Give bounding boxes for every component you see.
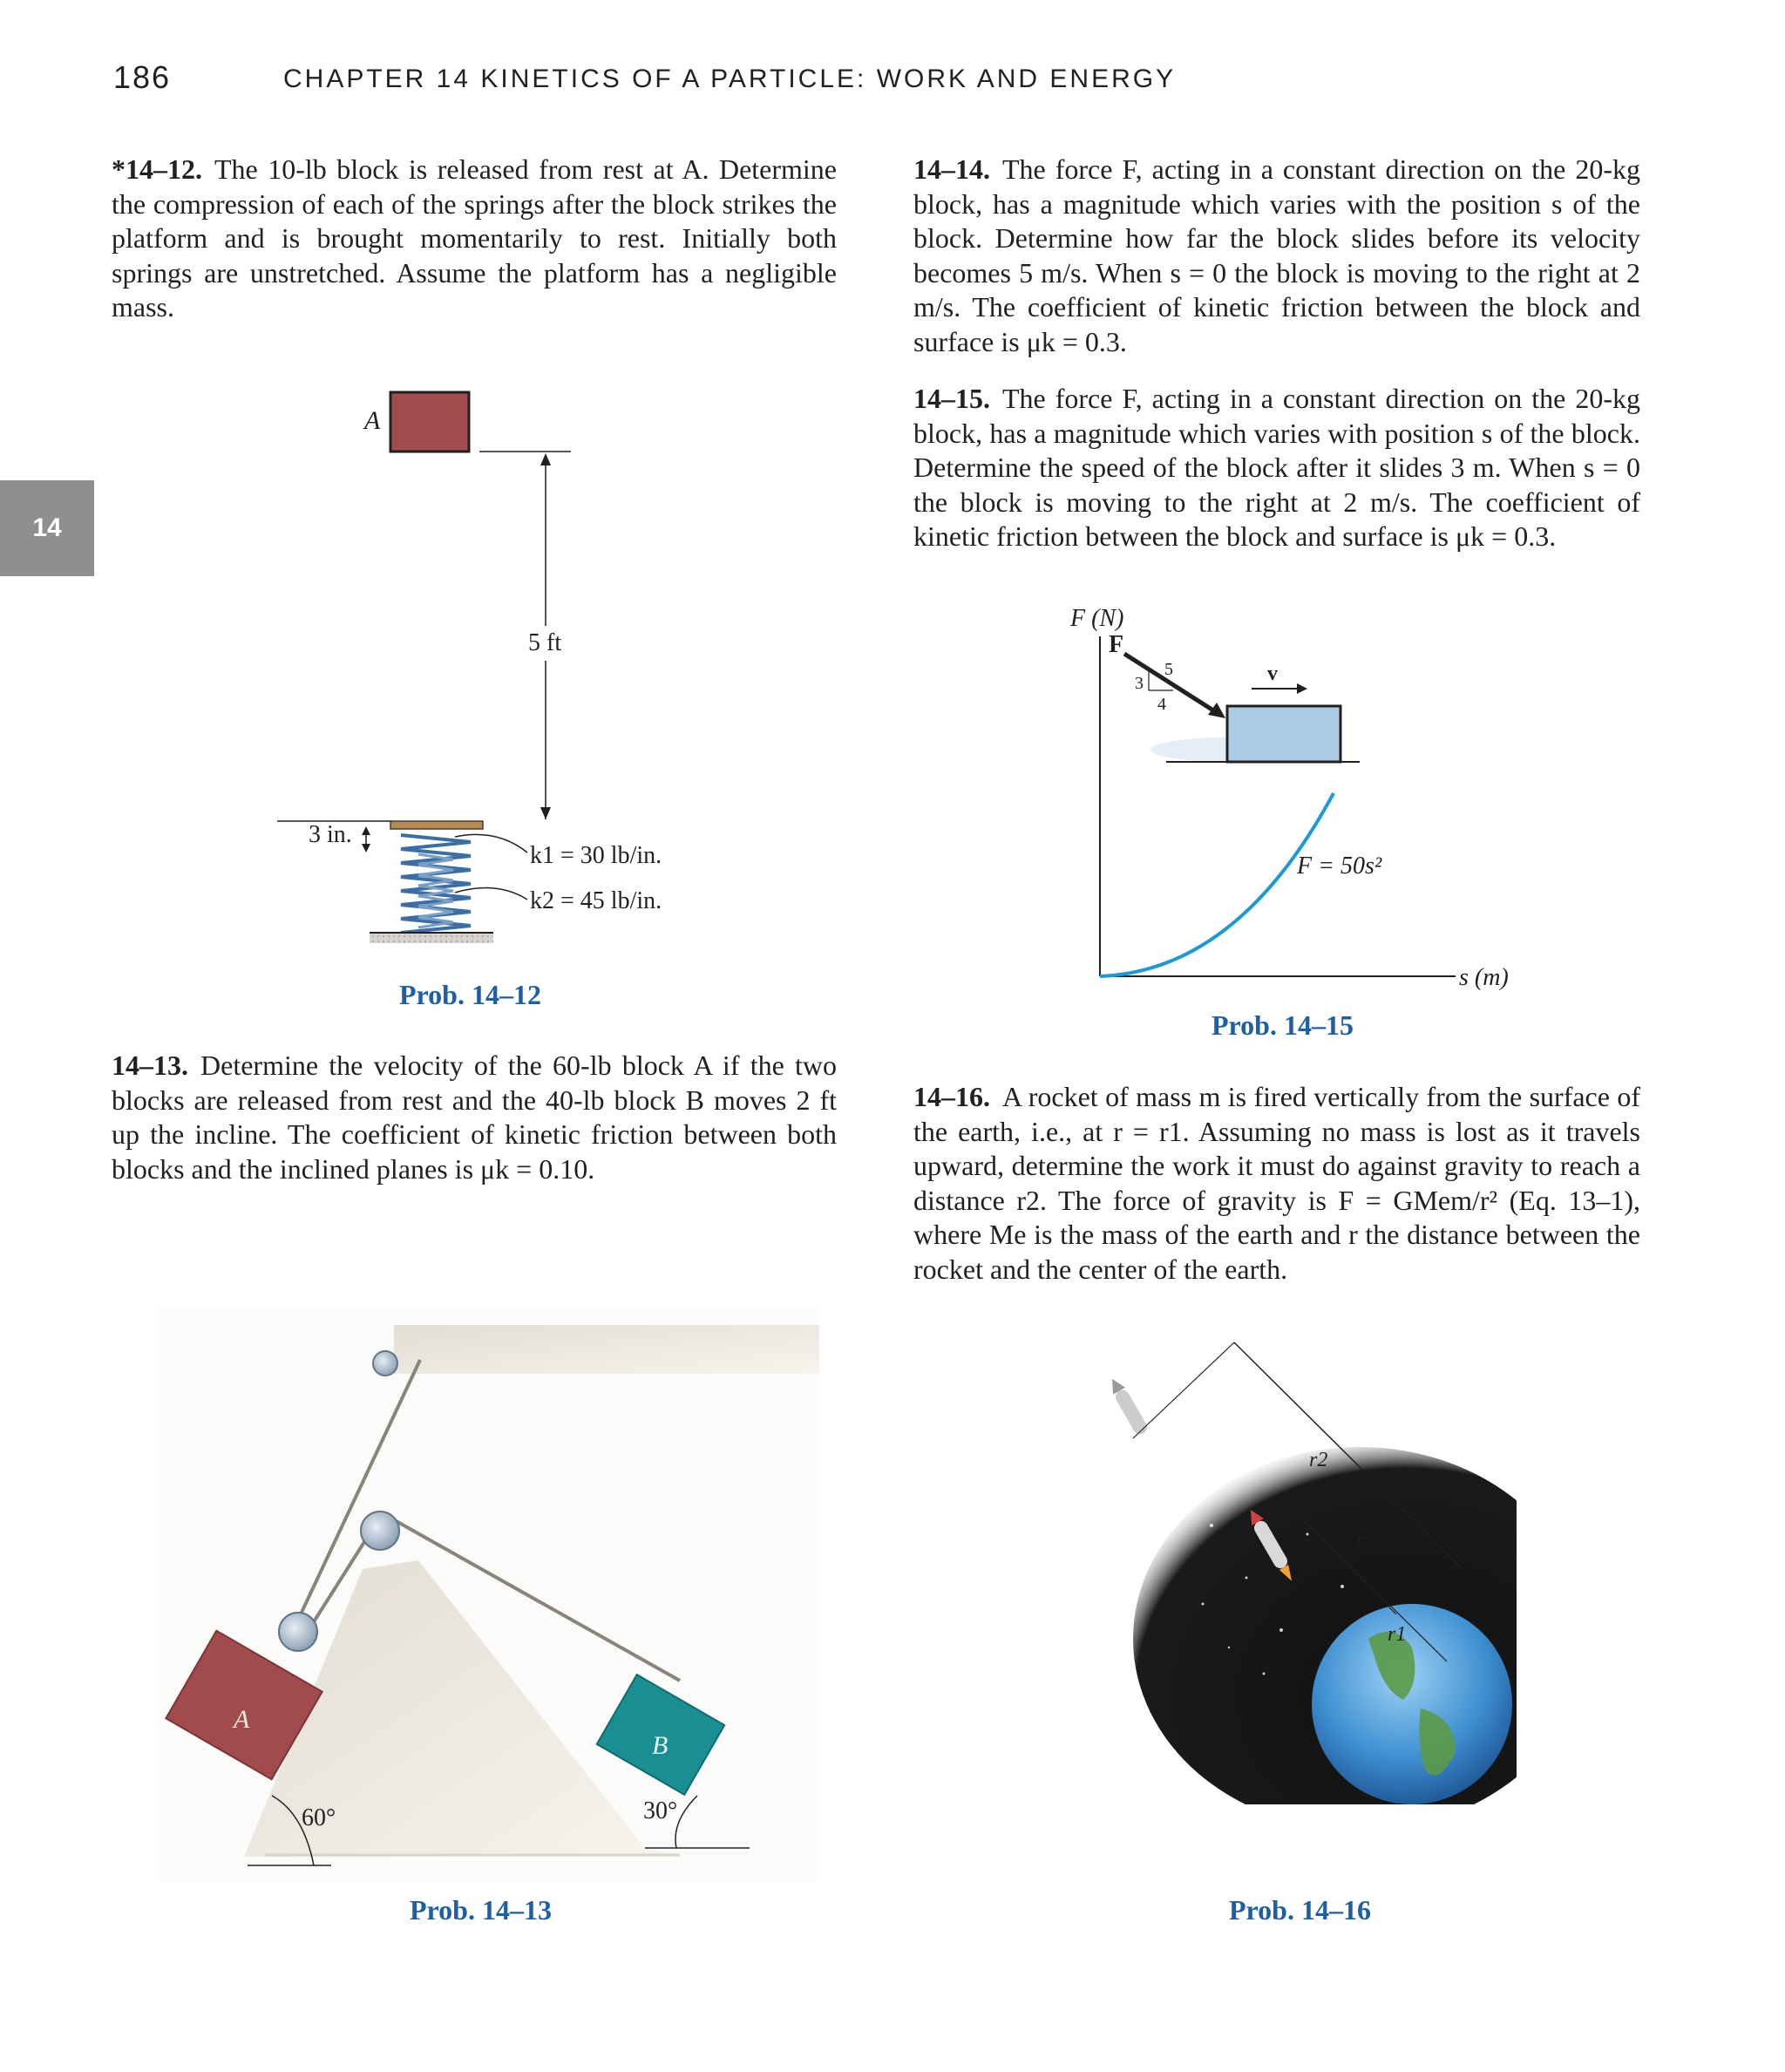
k2-label: k2 = 45 lb/in.	[530, 887, 662, 914]
chapter-title: CHAPTER 14 KINETICS OF A PARTICLE: WORK AND ENERGY	[283, 65, 1177, 93]
problem-14-14	[913, 153, 1640, 359]
block-a-label: A	[364, 406, 381, 435]
figure-14-16	[1081, 1316, 1517, 1804]
r-label: r	[1356, 1529, 1365, 1552]
block-a-label: A	[234, 1705, 250, 1734]
caption-14-15: Prob. 14–15	[1211, 1009, 1354, 1041]
problem-text: Determine the velocity of the 60-lb block A if the two blocks are released from rest and the 40-lb block B moves 2 ft up the incline. The coefficient of kinetic friction between both blocks and the inclined planes is μk = 0.10.	[112, 1050, 837, 1185]
block-a	[390, 392, 469, 452]
velocity-label: v	[1267, 662, 1278, 685]
slope-4: 4	[1157, 695, 1166, 714]
problem-number: 14–15.	[913, 383, 990, 414]
angle-60-label: 60°	[302, 1804, 336, 1831]
r1-label: r1	[1388, 1623, 1407, 1646]
gap-label: 3 in.	[309, 821, 352, 848]
figure-14-13	[157, 1308, 819, 1883]
caption-14-16: Prob. 14–16	[1229, 1894, 1371, 1926]
y-axis-label: F (N)	[1070, 605, 1124, 632]
block	[1227, 706, 1340, 762]
angle-30-label: 30°	[643, 1797, 678, 1824]
page-number: 186	[113, 59, 172, 95]
drop-label: 5 ft	[528, 629, 562, 656]
k1-label: k1 = 30 lb/in.	[530, 842, 662, 869]
problem-14-12	[112, 153, 837, 325]
problem-number: *14–12.	[112, 153, 202, 185]
problem-14-13	[112, 1049, 837, 1186]
block-b-label: B	[652, 1731, 669, 1760]
caption-14-12: Prob. 14–12	[399, 979, 541, 1010]
slope-5: 5	[1164, 660, 1173, 679]
pulley-upper	[361, 1512, 399, 1550]
rocket-far-icon	[1106, 1376, 1150, 1437]
problem-number: 14–16.	[913, 1081, 990, 1112]
curve-label: F = 50s²	[1297, 853, 1382, 880]
force-curve	[1100, 793, 1334, 976]
problem-14-16	[913, 1080, 1640, 1287]
ground	[370, 933, 493, 943]
problem-text: The force F, acting in a constant direction on the 20-kg block, has a magnitude which varies with the position s of the block. Determine how far the block slides before its velocity becomes 5 m/s. When s = 0 the block is moving to the right at 2 m/s. The coefficient of kinetic friction between the block and surface is μk = 0.3.	[913, 153, 1640, 357]
platform	[390, 821, 483, 829]
chapter-side-tab: 14	[0, 480, 94, 576]
r2-label: r2	[1309, 1449, 1328, 1471]
problem-text: The force F, acting in a constant direction on the 20-kg block, has a magnitude which varies with position s of the block. Determine the speed of the block after it slides 3 m. When s = 0 the block is moving to the right at 2 m/s. The coefficient of kinetic friction between the block and surface is μk = 0.3.	[913, 383, 1640, 552]
x-axis-label: s (m)	[1459, 964, 1509, 991]
slope-3: 3	[1135, 674, 1144, 693]
problem-text: A rocket of mass m is fired vertically from the surface of the earth, i.e., at r = r1. Assuming no mass is lost as it travels upward, determine the work it must do against gravity to reach a distance r2. The force of gravity is F = GMem/r² (Eq. 13–1), where Me is the mass of the earth and r the distance between the rocket and the center of the earth.	[913, 1081, 1640, 1285]
problem-number: 14–14.	[913, 153, 990, 185]
problem-text: The 10-lb block is released from rest at A. Determine the compression of each of the springs after the block strikes the platform and is brought momentarily to rest. Initially both springs are unstretched. Assume the platform has a negligible mass.	[112, 153, 837, 323]
ceiling-support	[394, 1325, 819, 1374]
force-label: F	[1109, 631, 1124, 658]
earth	[1312, 1604, 1512, 1804]
pulley-lower	[279, 1613, 317, 1651]
figure-14-15	[1046, 601, 1534, 1002]
figure-14-12	[261, 375, 715, 959]
problem-14-15	[913, 382, 1640, 554]
caption-14-13: Prob. 14–13	[410, 1894, 552, 1926]
problem-number: 14–13.	[112, 1050, 188, 1081]
